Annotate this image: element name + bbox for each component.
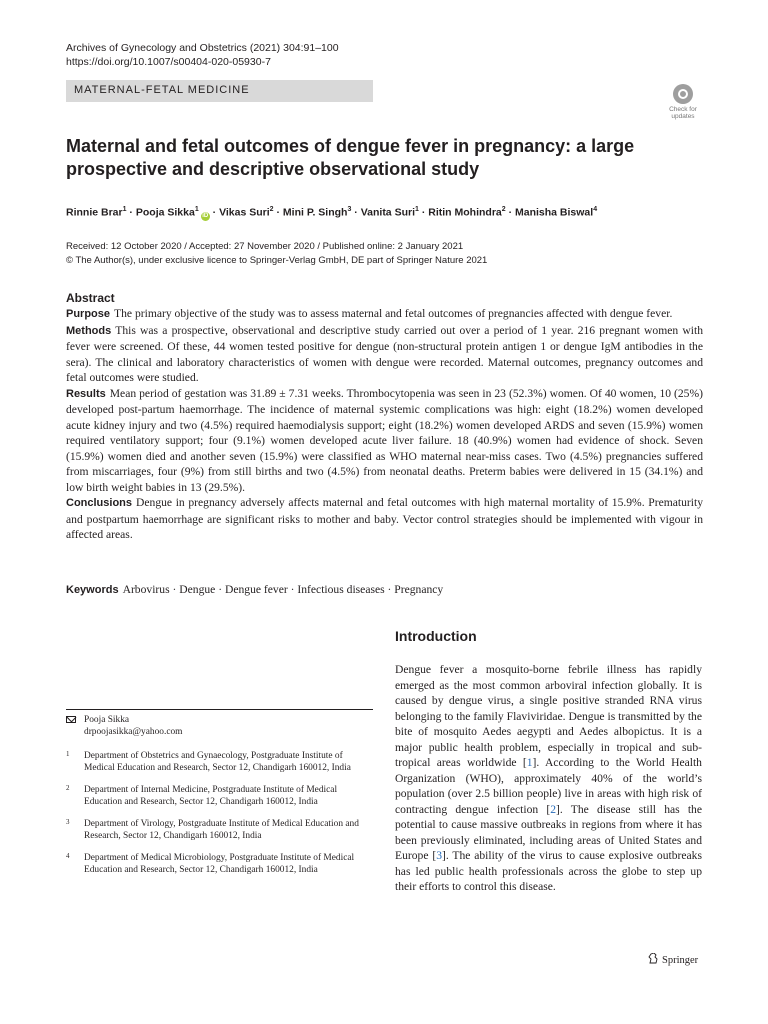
doi-link[interactable]: https://doi.org/10.1007/s00404-020-05930-7 [66, 56, 271, 68]
author-affiliation-ref: 1 [194, 206, 199, 213]
keywords-label: Keywords [66, 584, 119, 596]
conclusions-text: Dengue in pregnancy adversely affects maternal and fetal outcomes with high maternal mortality of 15.9%. Prematurity and postpartum haemorrhage are significant risks to mother and baby. Vector control strategies should be implemented with vigour in affected areas. [66, 496, 703, 541]
journal-citation: Archives of Gynecology and Obstetrics (2021) 304:91–100 [66, 42, 339, 54]
footnote-divider [66, 709, 373, 710]
article-title: Maternal and fetal outcomes of dengue fever in pregnancy: a large prospective and descriptive observational study [66, 136, 635, 179]
author-name[interactable]: Rinnie Brar [66, 206, 123, 219]
envelope-icon [66, 716, 76, 723]
introduction-heading: Introduction [395, 628, 477, 644]
results-label: Results [66, 387, 106, 400]
abstract-conclusions [66, 495, 703, 543]
copyright-line: © The Author(s), under exclusive licence to Springer-Verlag GmbH, DE part of Springer Nature 2021 [66, 254, 488, 266]
author-name[interactable]: Manisha Biswal [515, 206, 594, 219]
author-name[interactable]: Vanita Suri [360, 206, 415, 219]
corresponding-author [66, 714, 373, 738]
author-affiliation-ref: 3 [347, 206, 352, 213]
publication-dates [66, 240, 487, 267]
affiliation-number: 3 [66, 818, 70, 826]
affiliation-text: Department of Obstetrics and Gynaecology, Postgraduate Institute of Medical Education and Research, Sector 12, Chandigarh 160012, India [84, 751, 351, 773]
author-affiliation-ref: 1 [122, 206, 127, 213]
author-name[interactable]: Mini P. Singh [282, 206, 348, 219]
author-name[interactable]: Vikas Suri [219, 206, 270, 219]
affiliation-number: 2 [66, 784, 70, 792]
author-name[interactable]: Ritin Mohindra [428, 206, 502, 219]
springer-horse-icon [648, 953, 658, 964]
author-name[interactable]: Pooja Sikka [135, 206, 195, 219]
affiliation-number: 1 [66, 750, 70, 758]
abstract-section [66, 291, 703, 543]
badge-line-2: updates [671, 113, 695, 120]
conclusions-label: Conclusions [66, 497, 133, 509]
abstract-heading: Abstract [66, 291, 115, 305]
publication-history: Received: 12 October 2020 / Accepted: 27 November 2020 / Published online: 2 January 2021 [66, 241, 464, 252]
reference-link[interactable]: 1 [526, 756, 533, 769]
author-affiliation-ref: 1 [415, 206, 419, 213]
affiliation [66, 750, 373, 774]
author-affiliation-ref: 2 [269, 206, 274, 213]
section-band [66, 80, 373, 102]
badge-line-1: Check for [669, 106, 697, 113]
purpose-label: Purpose [66, 308, 111, 320]
journal-header [66, 41, 339, 69]
keywords-section [66, 582, 443, 598]
corresponding-name: Pooja Sikka [84, 715, 130, 725]
affiliation [66, 852, 373, 876]
publisher-logo [648, 953, 698, 966]
affiliation [66, 818, 373, 842]
abstract-purpose [66, 306, 703, 323]
corresponding-email[interactable]: drpoojasikka@yahoo.com [84, 727, 183, 737]
reference-link[interactable]: 3 [436, 849, 442, 862]
purpose-text: The primary objective of the study was to assess maternal and fetal outcomes of pregnancies affected with dengue fever. [114, 307, 673, 320]
author-affiliation-ref: 2 [501, 206, 506, 213]
footnotes [66, 714, 373, 886]
intro-part-3: ]. The disease still has the potential to cause massive outbreaks in regions from where it has been previously eliminated, including areas of United States and Europe [ [395, 802, 702, 862]
reference-link[interactable]: 2 [550, 802, 557, 816]
affiliation-text: Department of Virology, Postgraduate Institute of Medical Education and Research, Sector 12, Chandigarh 160012, India [84, 819, 359, 841]
affiliation-number: 4 [66, 852, 70, 860]
introduction-text [395, 662, 702, 895]
author-list: Rinnie Brar$^1$ · Pooja Sikka$^1$iD · Vikas Suri$^2$ · Mini P. Singh$^3$ · Vanita Suri$^1$ · Ritin Mohindra$^2$ · Manisha Biswal$^4$ [66, 206, 598, 219]
methods-label: Methods [66, 324, 112, 337]
keywords-text: Arbovirus · Dengue · Dengue fever · Infectious diseases · Pregnancy [122, 583, 444, 596]
intro-part-1: Dengue fever a mosquito-borne febrile illness has rapidly emerged as the most common arboviral infection globally. It is caused by dengue virus, a single positive stranded RNA virus belonging to the family Flaviviridae. Dengue is transmitted by the bite of mosquito Aedes aegypti and Aedes albopictus. It is a major public health problem, especially in tropical and sub-tropical areas worldwide [ [395, 663, 702, 769]
orcid-icon[interactable]: iD [202, 212, 209, 219]
methods-text: This was a prospective, observational and descriptive study carried out over a period of 1 year. 216 pregnant women with fever were screened. Of these, 44 women tested positive for dengue (non-structural protein antigen 1 or dengue IgM antibodies in the sera). The clinical and laboratory characteristics of women with dengue were recorded. Maternal outcomes, pregnancy outcomes and fetal outcomes were studied. [66, 323, 703, 384]
check-updates-icon [673, 84, 693, 104]
section-label: MATERNAL-FETAL MEDICINE [74, 84, 250, 96]
publisher-name: Springer [662, 955, 699, 966]
results-text: Mean period of gestation was 31.89 ± 7.31 weeks. Thrombocytopenia was seen in 23 (52.3%) women. Of 40 women, 10 (25%) developed post-partum haemorrhage. The incidence of maternal systemic complications was high: eight (18.2%) women developed acute kidney injury and two (4.5%) required haemodialysis support; eight (18.2%) women developed ARDS and seven (15.9%) women required ventilatory support; four (9.1%) women developed acute liver failure. 18 (40.9%) women had evidence of shock. Seven (15.9%) women died and another seven (15.9%) were classified as WHO maternal near-miss cases. Two (4.5%) pregnancies suffered from miscarriages, four (9%) from still births and two (4.5%) from neonatal deaths. Preterm babies were delivered in 15 (34.1%) and low birth weight babies in 13 (29.5%). [66, 386, 703, 494]
affiliation-text: Department of Internal Medicine, Postgraduate Institute of Medical Education and Research, Sector 12, Chandigarh 160012, India [84, 785, 338, 807]
author-affiliation-ref: 4 [593, 206, 598, 213]
abstract-methods [66, 323, 703, 386]
intro-part-2: ]. According to the World Health Organization (WHO), approximately 40% of the world’s population (over 2.5 billion people) live in areas with high risk of contracting dengue infection [ [395, 756, 702, 816]
intro-part-4: ]. The ability of the virus to cause explosive outbreaks has led public health professionals across the globe to step up their efforts to control this disease. [395, 849, 702, 893]
abstract-results [66, 386, 703, 496]
affiliation-text: Department of Medical Microbiology, Postgraduate Institute of Medical Education and Research, Sector 12, Chandigarh 160012, India [84, 853, 355, 875]
affiliation [66, 784, 373, 808]
check-for-updates-badge[interactable] [664, 84, 702, 124]
